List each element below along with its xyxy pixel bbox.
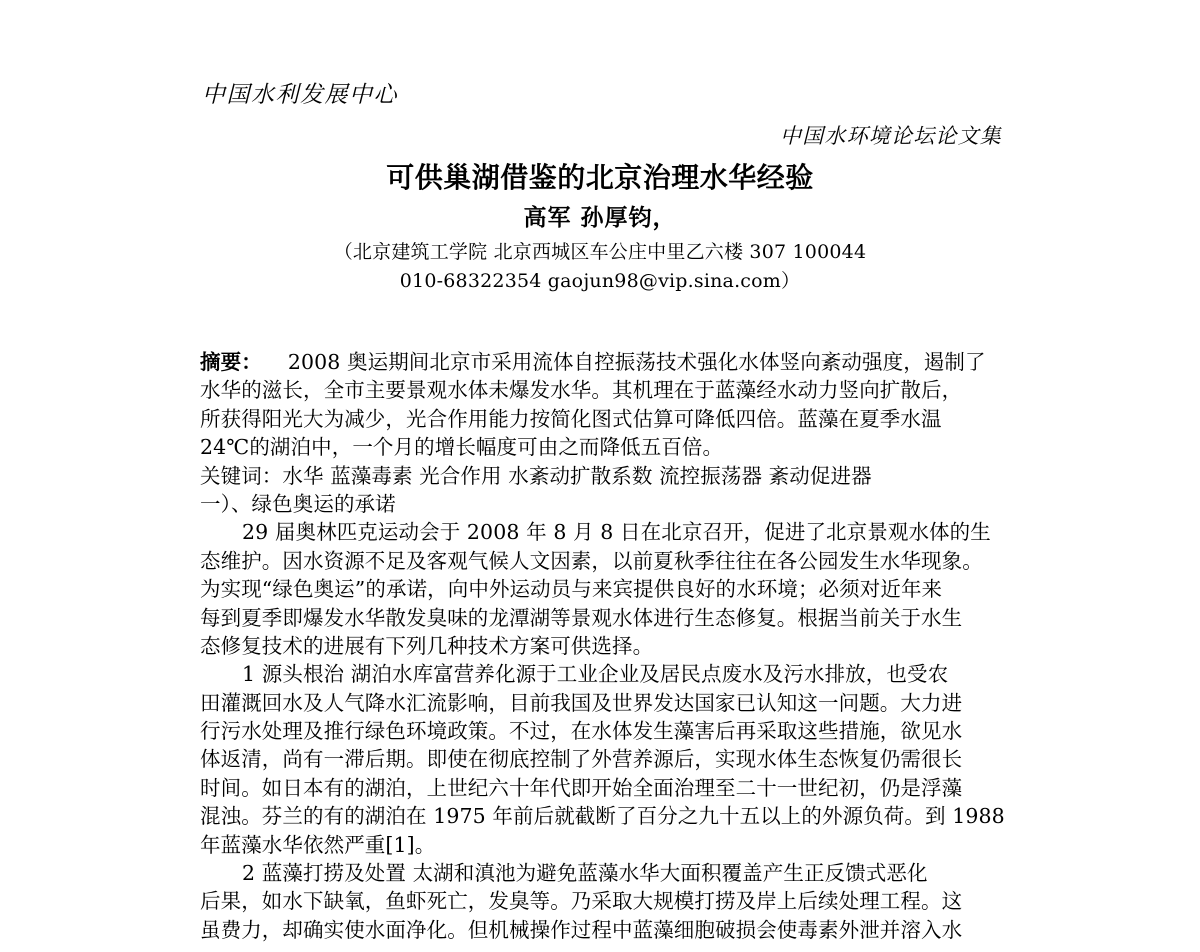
running-head-right: 中国水环境论坛论文集 (780, 124, 1002, 148)
body-line (200, 547, 1002, 575)
body-text: 每到夏季即爆发水华散发臭味的龙潭湖等景观水体进行生态修复。根据当前关于水生 (200, 605, 963, 630)
body-text: 1 源头根治 湖泊水库富营养化源于工业企业及居民点废水及污水排放，也受农 (242, 662, 949, 687)
affiliation-line-2: 010-68322354 gaojun98@vip.sina.com） (399, 270, 801, 292)
body-text: 混浊。芬兰的有的湖泊在 1975 年前后就截断了百分之九十五以上的外源负荷。到 1988 (200, 804, 1005, 829)
body-text: 29 届奥林匹克运动会于 2008 年 8 月 8 日在北京召开，促进了北京景观水体的生 (242, 520, 991, 545)
body-line (200, 632, 1002, 660)
author-list: 高军 孙厚钧， (523, 204, 677, 231)
section-heading (200, 490, 1002, 518)
abstract-line (200, 376, 1002, 404)
abstract-line (200, 348, 1002, 376)
abstract-label: 摘要： (200, 350, 262, 374)
body-text: 2 蓝藻打捞及处置 太湖和滇池为避免蓝藻水华大面积覆盖产生正反馈式恶化 (242, 861, 928, 886)
body-line (200, 745, 1002, 773)
body-line (200, 518, 1002, 546)
body-line (200, 660, 1002, 688)
body-text: 虽费力，却确实使水面净化。但机械操作过程中蓝藻细胞破损会使毒素外泄并溶入水 (200, 917, 963, 942)
body-line (200, 774, 1002, 802)
body-text-column (200, 348, 1005, 944)
abstract-text-3: 所获得阳光大为减少，光合作用能力按简化图式估算可降低四倍。蓝藻在夏季水温 (200, 406, 942, 431)
body-line (200, 575, 1002, 603)
body-line (200, 689, 1002, 717)
abstract-line (200, 433, 1002, 461)
keywords-line (200, 462, 1002, 490)
section-heading-text: 一）、绿色奥运的承诺 (200, 491, 396, 516)
body-text: 行污水处理及推行绿色环境政策。不过，在水体发生藻害后再采取这些措施，欲见水 (200, 719, 963, 744)
body-line (200, 887, 1002, 915)
keywords-text: 关键词：水华 蓝藻毒素 光合作用 水紊动扩散系数 流控振荡器 紊动促进器 (200, 463, 872, 488)
body-text: 田灌溉回水及人气降水汇流影响，目前我国及世界发达国家已认知这一问题。大力进 (200, 690, 963, 715)
body-text: 年蓝藻水华依然严重[1]。 (200, 832, 436, 857)
body-line (200, 859, 1002, 887)
abstract-line (200, 405, 1002, 433)
body-text: 为实现“绿色奥运”的承诺，向中外运动员与来宾提供良好的水环境；必须对近年来 (200, 577, 943, 602)
body-text: 态修复技术的进展有下列几种技术方案可供选择。 (200, 633, 654, 658)
affiliation-line-1: （北京建筑工学院 北京西城区车公庄中里乙六楼 307 100044 (333, 241, 867, 263)
running-head-left: 中国水利发展中心 (202, 82, 398, 108)
abstract-text-2: 水华的滋长，全市主要景观水体未爆发水华。其机理在于蓝藻经水动力竖向扩散后， (200, 378, 963, 403)
body-line (200, 802, 1005, 830)
body-text: 态维护。因水资源不足及客观气候人文因素，以前夏秋季往往在各公园发生水华现象。 (200, 548, 983, 573)
body-text: 时间。如日本有的湖泊，上世纪六十年代即开始全面治理至二十一世纪初，仍是浮藻 (200, 775, 963, 800)
page-title: 可供巢湖借鉴的北京治理水华经验 (386, 161, 814, 194)
body-line (200, 604, 1002, 632)
abstract-text-1: 2008 奥运期间北京市采用流体自控振荡技术强化水体竖向紊动强度，遏制了 (287, 350, 986, 374)
abstract-text-4: 24℃的湖泊中，一个月的增长幅度可由之而降低五百倍。 (200, 435, 724, 460)
body-line (200, 916, 1002, 944)
body-line (200, 831, 1002, 859)
body-text: 体返清，尚有一滞后期。即使在彻底控制了外营养源后，实现水体生态恢复仍需很长 (200, 747, 963, 772)
body-line (200, 717, 1002, 745)
body-text: 后果，如水下缺氧，鱼虾死亡，发臭等。乃采取大规模打捞及岸上后续处理工程。这 (200, 889, 963, 914)
